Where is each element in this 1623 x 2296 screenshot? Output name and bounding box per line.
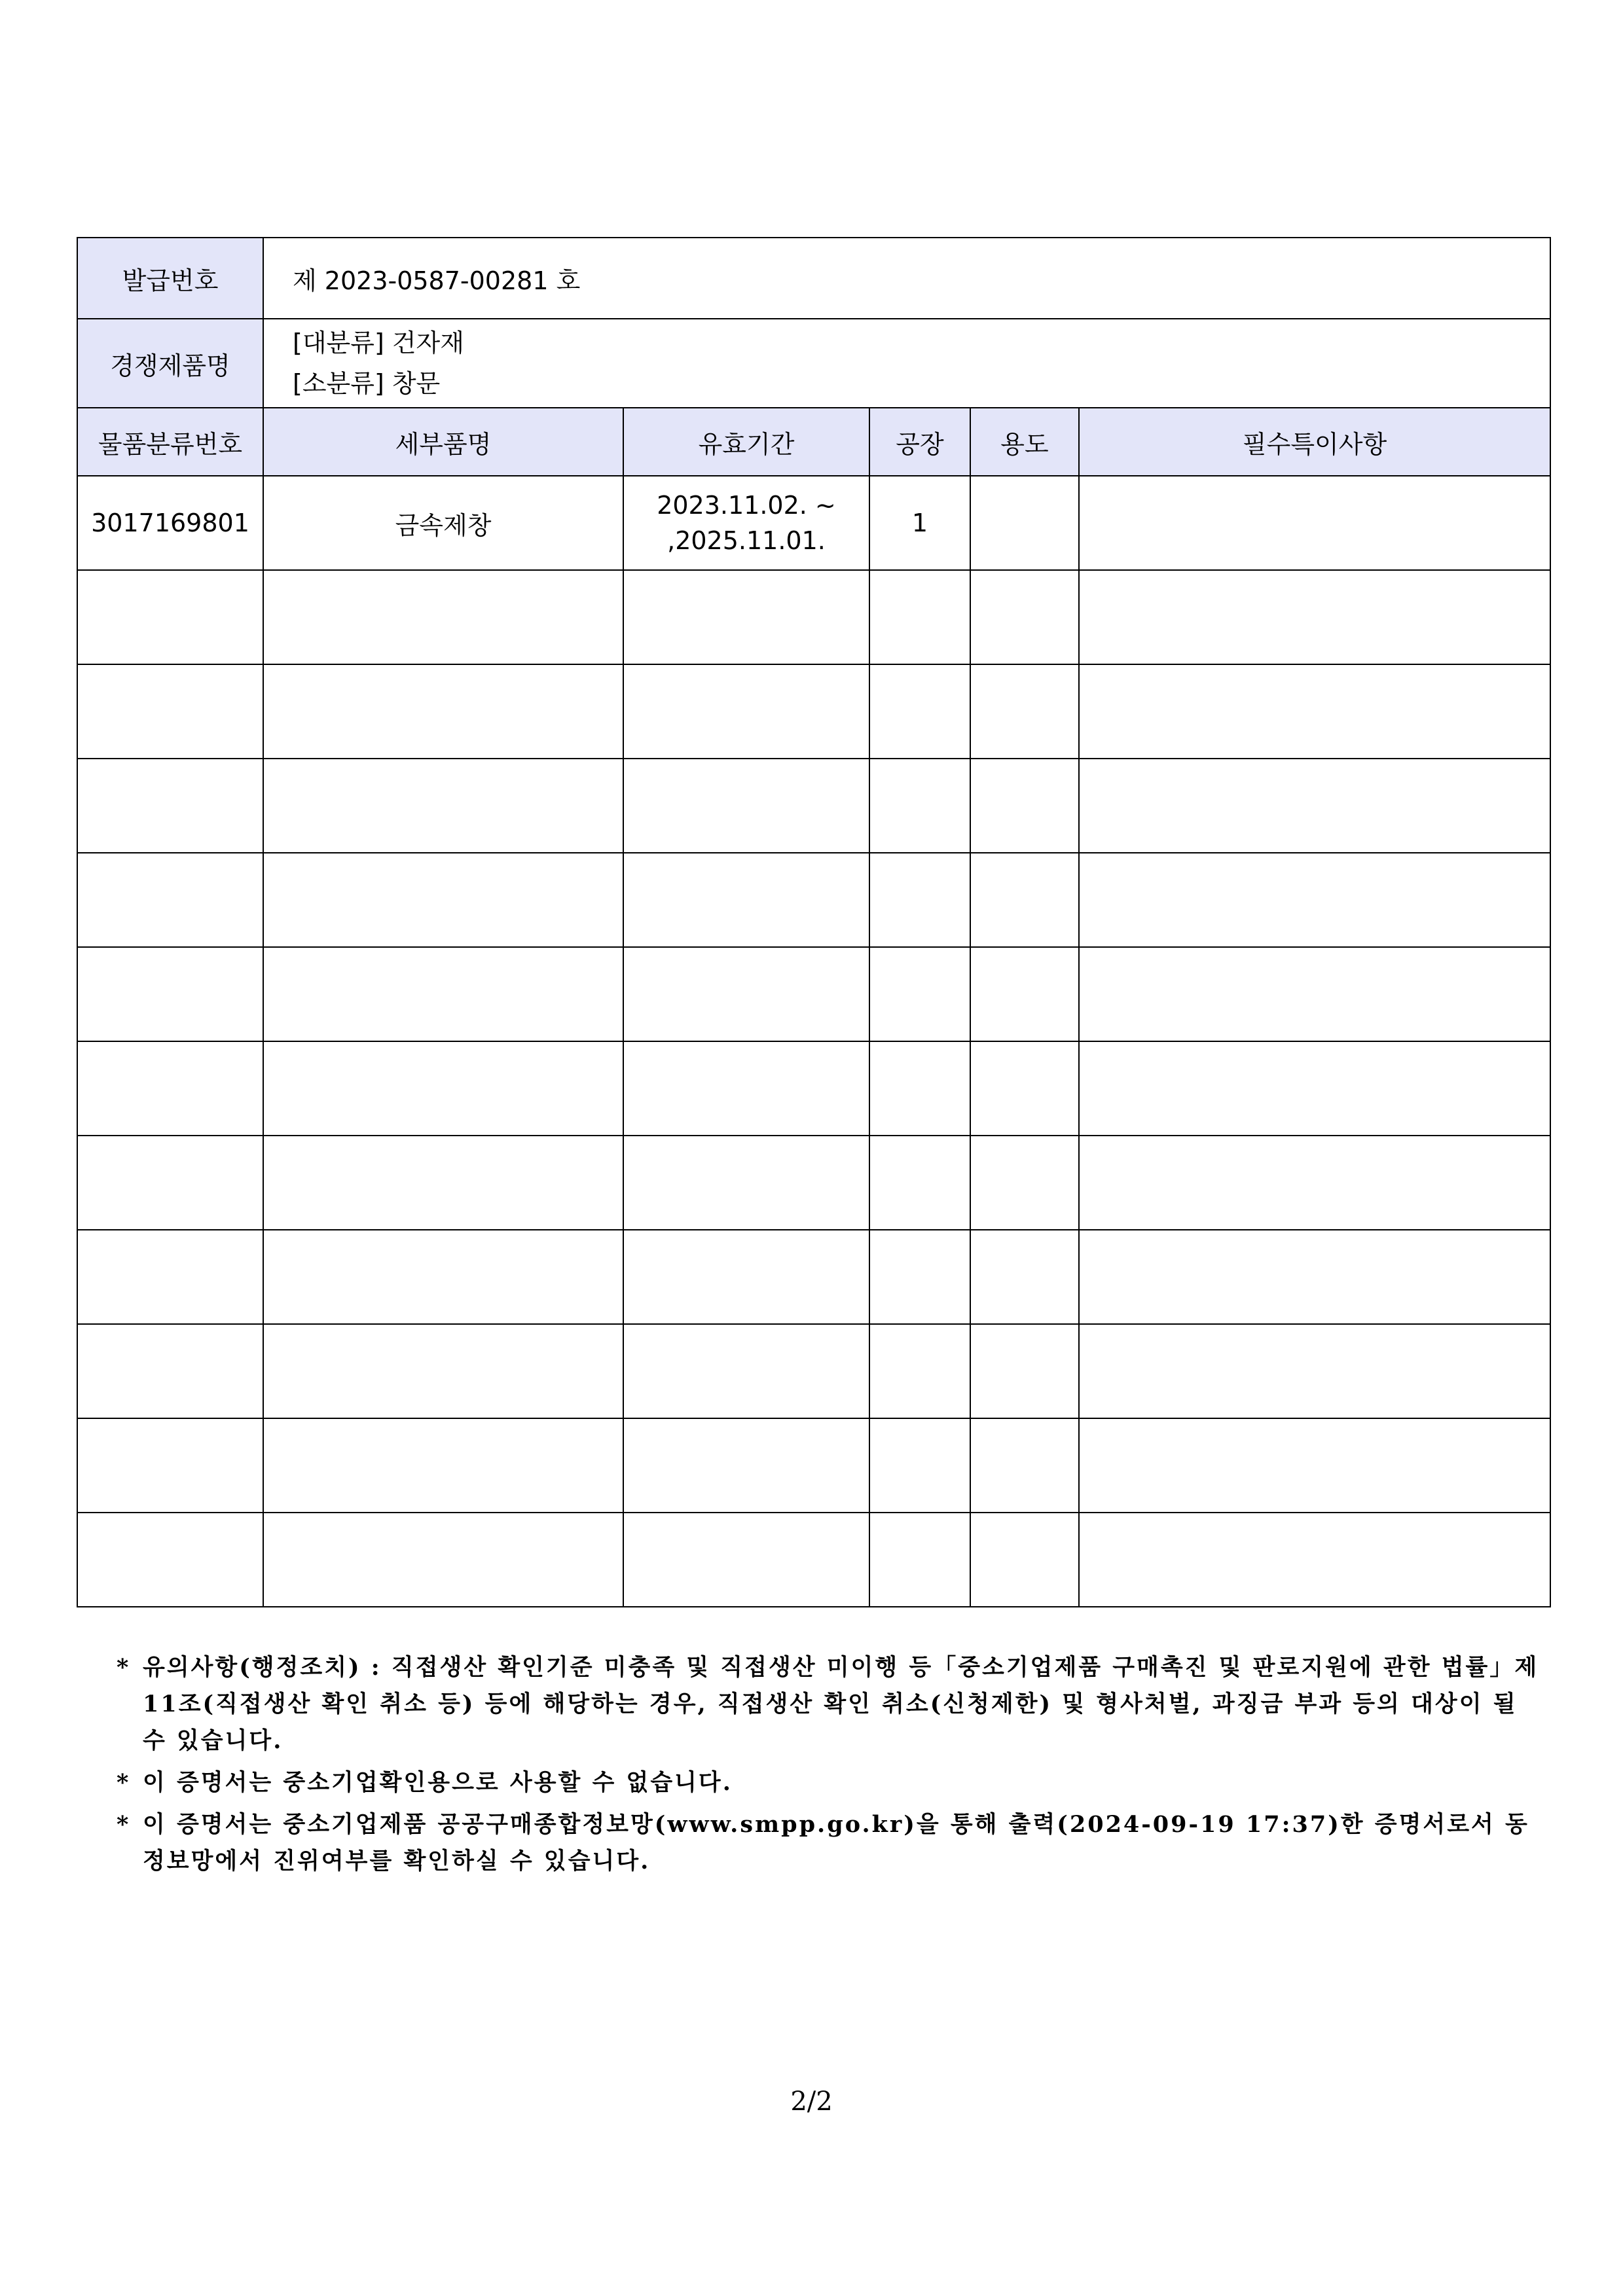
empty-cell [77,1136,263,1230]
empty-cell [263,853,623,947]
empty-cell [869,947,970,1041]
empty-cell [1079,1418,1550,1513]
required-notes-cell [1079,476,1550,570]
empty-cell [77,1041,263,1136]
empty-cell [263,664,623,759]
empty-cell [970,1230,1079,1324]
period-start: 2023.11.02. ~ [657,491,836,520]
empty-cell [623,853,869,947]
notes-item [117,1649,1550,1759]
empty-cell [970,853,1079,947]
class-number-cell: 3017169801 [77,476,263,570]
empty-cell [1079,759,1550,853]
empty-cell [77,1230,263,1324]
empty-cell [263,1230,623,1324]
empty-cell [77,759,263,853]
empty-cell [1079,664,1550,759]
table-row [77,1418,1550,1513]
factory-cell: 1 [869,476,970,570]
empty-cell [1079,570,1550,664]
empty-cell [1079,853,1550,947]
empty-cell [623,1230,869,1324]
empty-cell [623,1513,869,1607]
major-category: [대분류] 건자재 [293,329,464,357]
empty-cell [1079,1136,1550,1230]
usage-cell [970,476,1079,570]
empty-cell [623,1041,869,1136]
empty-cell [869,1136,970,1230]
empty-cell [623,1418,869,1513]
product-name-row [77,319,1550,408]
valid-period-cell [623,476,869,570]
empty-cell [623,664,869,759]
empty-rows [77,570,1550,1607]
bullet-mark: * [117,1769,131,1796]
empty-cell [970,947,1079,1041]
empty-cell [77,1324,263,1418]
header-required-notes: 필수특이사항 [1079,408,1550,476]
empty-cell [869,1230,970,1324]
table-row [77,1230,1550,1324]
empty-cell [77,664,263,759]
empty-cell [869,759,970,853]
empty-cell [970,1324,1079,1418]
empty-cell [1079,1230,1550,1324]
notes-text: 유의사항(행정조치) : 직접생산 확인기준 미충족 및 직접생산 미이행 등「중소기업제품 구매촉진 및 판로지원에 관한 법률」제11조(직접생산 확인 취소 등) 등에 해당하는 경우, 직접생산 확인 취소(신청제한) 및 형사처벌, 과징금 부과 등의 대상이 될 수 있습니다. [143,1654,1539,1754]
empty-cell [263,759,623,853]
empty-cell [263,1513,623,1607]
empty-cell [1079,1041,1550,1136]
empty-cell [970,1136,1079,1230]
table-header-row [77,408,1550,476]
header-class-number: 물품분류번호 [77,408,263,476]
table-row [77,476,1550,570]
empty-cell [623,1136,869,1230]
empty-cell [970,759,1079,853]
empty-cell [77,853,263,947]
empty-cell [77,1513,263,1607]
empty-cell [970,1041,1079,1136]
table-row [77,664,1550,759]
item-name-cell: 금속제창 [263,476,623,570]
empty-cell [869,570,970,664]
empty-cell [970,664,1079,759]
page-number: 2/2 [790,2087,833,2117]
table-row [77,1041,1550,1136]
table-row [77,570,1550,664]
table-row [77,759,1550,853]
certificate-table [77,237,1551,1607]
empty-cell [970,1418,1079,1513]
header-valid-period: 유효기간 [623,408,869,476]
notes-item [117,1765,1550,1801]
empty-cell [77,570,263,664]
product-name-label: 경쟁제품명 [77,319,263,408]
empty-cell [263,947,623,1041]
empty-cell [869,853,970,947]
empty-cell [263,570,623,664]
empty-cell [869,1418,970,1513]
period-end: ,2025.11.01. [667,526,826,555]
table-row [77,1513,1550,1607]
empty-cell [1079,947,1550,1041]
empty-cell [869,664,970,759]
notes-text: 이 증명서는 중소기업제품 공공구매종합정보망(www.smpp.go.kr)을 통해 출력(2024-09-19 17:37)한 증명서로서 동 정보망에서 진위여부를 확인하실 수 있습니다. [143,1811,1529,1874]
minor-category: [소분류] 창문 [293,369,441,398]
bullet-mark: * [117,1654,131,1681]
notes-text: 이 증명서는 중소기업확인용으로 사용할 수 없습니다. [143,1769,733,1796]
table-row [77,947,1550,1041]
empty-cell [623,947,869,1041]
empty-cell [1079,1324,1550,1418]
header-factory: 공장 [869,408,970,476]
header-item-name: 세부품명 [263,408,623,476]
table-row [77,1324,1550,1418]
empty-cell [869,1324,970,1418]
empty-cell [77,947,263,1041]
empty-cell [869,1513,970,1607]
empty-cell [970,1513,1079,1607]
empty-cell [623,1324,869,1418]
header-usage: 용도 [970,408,1079,476]
empty-cell [77,1418,263,1513]
notes-section [117,1649,1550,1885]
bullet-mark: * [117,1811,131,1838]
issue-number-row [77,238,1550,319]
empty-cell [970,570,1079,664]
table-row [77,1136,1550,1230]
issue-number-value: 제 2023-0587-00281 호 [263,238,1550,319]
empty-cell [869,1041,970,1136]
empty-cell [623,570,869,664]
empty-cell [1079,1513,1550,1607]
empty-cell [263,1136,623,1230]
product-categories [263,319,1550,408]
empty-cell [263,1324,623,1418]
issue-number-label: 발급번호 [77,238,263,319]
notes-item [117,1806,1550,1880]
table-row [77,853,1550,947]
empty-cell [263,1041,623,1136]
empty-cell [623,759,869,853]
empty-cell [263,1418,623,1513]
